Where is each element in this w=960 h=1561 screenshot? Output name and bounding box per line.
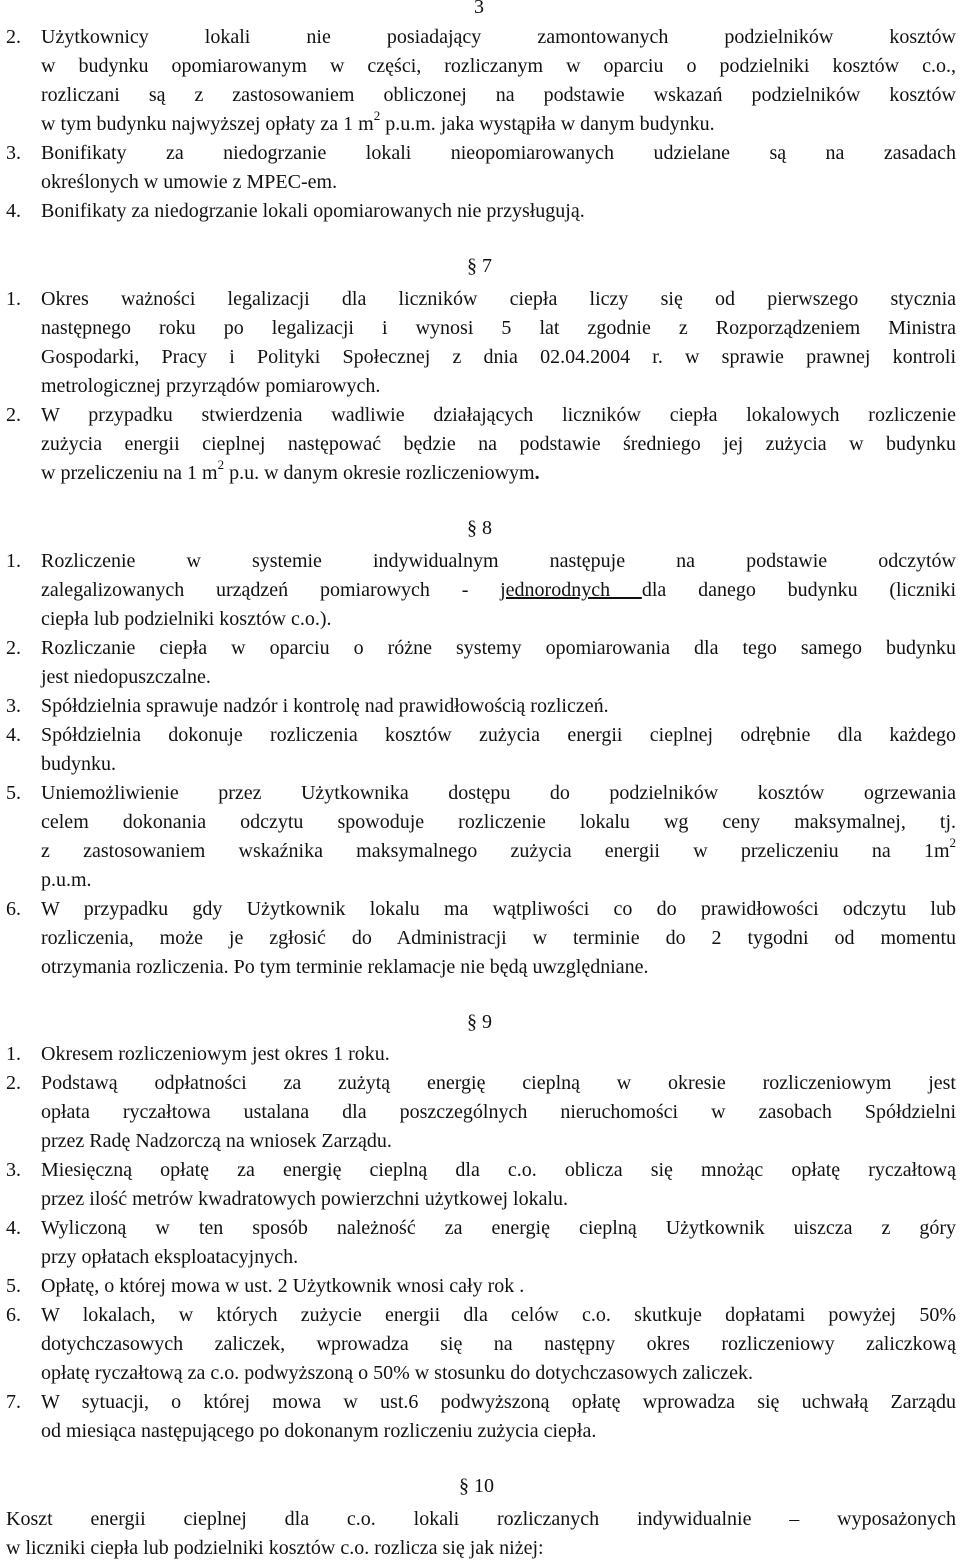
paragraph-line: następnego roku po legalizacji i wynosi 5 lat zgodnie z Rozporządzeniem Ministra <box>41 317 956 339</box>
paragraph-line: Uniemożliwienie przez Użytkownika dostępu do podzielników kosztów ogrzewania <box>41 782 956 804</box>
bold-period: . <box>534 462 540 484</box>
text-segment: w przeliczeniu na 1 m <box>41 462 218 484</box>
item-number: 3. <box>6 695 21 717</box>
paragraph-line: Spółdzielnia dokonuje rozliczenia kosztów zużycia energii cieplnej odrębnie dla każdego <box>41 724 956 746</box>
paragraph-line: Rozliczanie ciepła w oparciu o różne systemy opomiarowania dla tego samego budynku <box>41 637 956 659</box>
paragraph-line: zużycia energii cieplnej następować będzie na podstawie średniego jej zużycia w budynku <box>41 433 956 455</box>
paragraph-line: przy opłatach eksploatacyjnych. <box>41 1246 299 1268</box>
superscript: 2 <box>949 835 956 851</box>
item-number: 2. <box>6 637 21 659</box>
paragraph-line: w budynku opomiarowanym w części, rozliczanym w oparciu o podzielniki kosztów c.o., <box>41 55 956 77</box>
superscript: 2 <box>217 457 225 473</box>
paragraph-line: Miesięczną opłatę za energię cieplną dla c.o. oblicza się mnożąc opłatę ryczałtową <box>41 1159 956 1181</box>
paragraph-line: ciepła lub podzielniki kosztów c.o.). <box>41 608 332 630</box>
paragraph-line <box>41 108 715 136</box>
paragraph-line: dotychczasowych zaliczek, wprowadza się na następny okres rozliczeniowy zaliczkową <box>41 1333 956 1355</box>
paragraph-line: Koszt energii cieplnej dla c.o. lokali rozliczanych indywidualnie – wyposażonych <box>6 1508 956 1530</box>
underlined-text: jednorodnych <box>500 579 642 601</box>
item-number: 4. <box>6 1217 21 1239</box>
item-number: 6. <box>6 1304 21 1326</box>
item-number: 6. <box>6 898 21 920</box>
text-segment: dla danego budynku (liczniki <box>641 579 956 601</box>
paragraph-line: W sytuacji, o której mowa w ust.6 podwyższoną opłatę wprowadza się uchwałą Zarządu <box>41 1391 956 1413</box>
paragraph-line <box>41 578 956 602</box>
section-heading-7: § 7 <box>467 255 492 277</box>
paragraph-line: W lokalach, w których zużycie energii dla celów c.o. skutkuje dopłatami powyżej 50% <box>41 1304 956 1326</box>
paragraph-line: określonych w umowie z MPEC-em. <box>41 171 338 193</box>
text-segment: w tym budynku najwyższej opłaty za 1 m <box>41 113 374 135</box>
section-heading-9: § 9 <box>467 1011 492 1033</box>
paragraph-line <box>41 835 956 863</box>
paragraph-line: od miesiąca następującego po dokonanym rozliczeniu zużycia ciepła. <box>41 1420 597 1442</box>
paragraph-line: Podstawą odpłatności za zużytą energię cieplną w okresie rozliczeniowym jest <box>41 1072 956 1094</box>
item-number: 2. <box>6 404 21 426</box>
paragraph-line: przez ilość metrów kwadratowych powierzchni użytkowej lokalu. <box>41 1188 569 1210</box>
paragraph-line: jest niedopuszczalne. <box>41 666 211 688</box>
paragraph-line: Okres ważności legalizacji dla liczników ciepła liczy się od pierwszego stycznia <box>41 288 956 310</box>
item-number: 1. <box>6 1043 21 1065</box>
paragraph-line: celem dokonania odczytu spowoduje rozliczenie lokalu wg ceny maksymalnej, tj. <box>41 811 956 833</box>
paragraph-line: Wyliczoną w ten sposób należność za energię cieplną Użytkownik uiszcza z góry <box>41 1217 956 1239</box>
item-number: 4. <box>6 724 21 746</box>
paragraph-line: p.u.m. <box>41 869 92 891</box>
text-segment: z zastosowaniem wskaźnika maksymalnego zużycia energii w przeliczeniu na 1m <box>41 840 950 862</box>
paragraph-line: budynku. <box>41 753 116 775</box>
paragraph-line: opłatę ryczałtową za c.o. podwyższoną o 50% w stosunku do dotychczasowych zaliczek. <box>41 1362 753 1384</box>
item-number: 3. <box>6 1159 21 1181</box>
text-segment: zalegalizowanych urządzeń pomiarowych - <box>41 579 501 601</box>
text-segment: p.u.m. jaka wystąpiła w danym budynku. <box>380 113 715 135</box>
text-segment: p.u. w danym okresie rozliczeniowym <box>224 462 535 484</box>
item-number: 1. <box>6 550 21 572</box>
item-number: 2. <box>6 26 21 48</box>
section-heading-10: § 10 <box>459 1475 494 1497</box>
paragraph-line: opłata ryczałtowa ustalana dla poszczególnych nieruchomości w zasobach Spółdzielni <box>41 1101 956 1123</box>
paragraph-line: w liczniki ciepła lub podzielniki kosztów c.o. rozlicza się jak niżej: <box>6 1537 544 1559</box>
item-number: 4. <box>6 200 21 222</box>
paragraph-line: Bonifikaty za niedogrzanie lokali opomiarowanych nie przysługują. <box>41 200 585 222</box>
paragraph-line: Użytkownicy lokali nie posiadający zamontowanych podzielników kosztów <box>41 26 956 48</box>
item-number: 3. <box>6 142 21 164</box>
item-number: 1. <box>6 288 21 310</box>
paragraph-line: W przypadku stwierdzenia wadliwie działających liczników ciepła lokalowych rozliczenie <box>41 404 956 426</box>
item-number: 2. <box>6 1072 21 1094</box>
page-number: 3 <box>474 0 484 18</box>
paragraph-line: Bonifikaty za niedogrzanie lokali nieopomiarowanych udzielane są na zasadach <box>41 142 956 164</box>
paragraph-line: metrologicznej przyrządów pomiarowych. <box>41 375 381 397</box>
paragraph-line: Okresem rozliczeniowym jest okres 1 roku. <box>41 1043 390 1065</box>
item-number: 7. <box>6 1391 21 1413</box>
paragraph-line: W przypadku gdy Użytkownik lokalu ma wątpliwości co do prawidłowości odczytu lub <box>41 898 956 920</box>
paragraph-line: rozliczani są z zastosowaniem obliczonej na podstawie wskazań podzielników kosztów <box>41 84 956 106</box>
item-number: 5. <box>6 1275 21 1297</box>
paragraph-line: Gospodarki, Pracy i Polityki Społecznej z dnia 02.04.2004 r. w sprawie prawnej kontroli <box>41 346 956 368</box>
paragraph-line: Spółdzielnia sprawuje nadzór i kontrolę nad prawidłowością rozliczeń. <box>41 695 609 717</box>
paragraph-line: otrzymania rozliczenia. Po tym terminie reklamacje nie będą uwzględniane. <box>41 956 649 978</box>
paragraph-line: rozliczenia, może je zgłosić do Administracji w terminie do 2 tygodni od momentu <box>41 927 956 949</box>
paragraph-line: Rozliczenie w systemie indywidualnym następuje na podstawie odczytów <box>41 550 956 572</box>
superscript: 2 <box>373 108 381 124</box>
paragraph-line <box>41 457 540 485</box>
paragraph-line: przez Radę Nadzorczą na wniosek Zarządu. <box>41 1130 392 1152</box>
item-number: 5. <box>6 782 21 804</box>
paragraph-line: Opłatę, o której mowa w ust. 2 Użytkownik wnosi cały rok . <box>41 1275 525 1297</box>
section-heading-8: § 8 <box>467 517 492 539</box>
